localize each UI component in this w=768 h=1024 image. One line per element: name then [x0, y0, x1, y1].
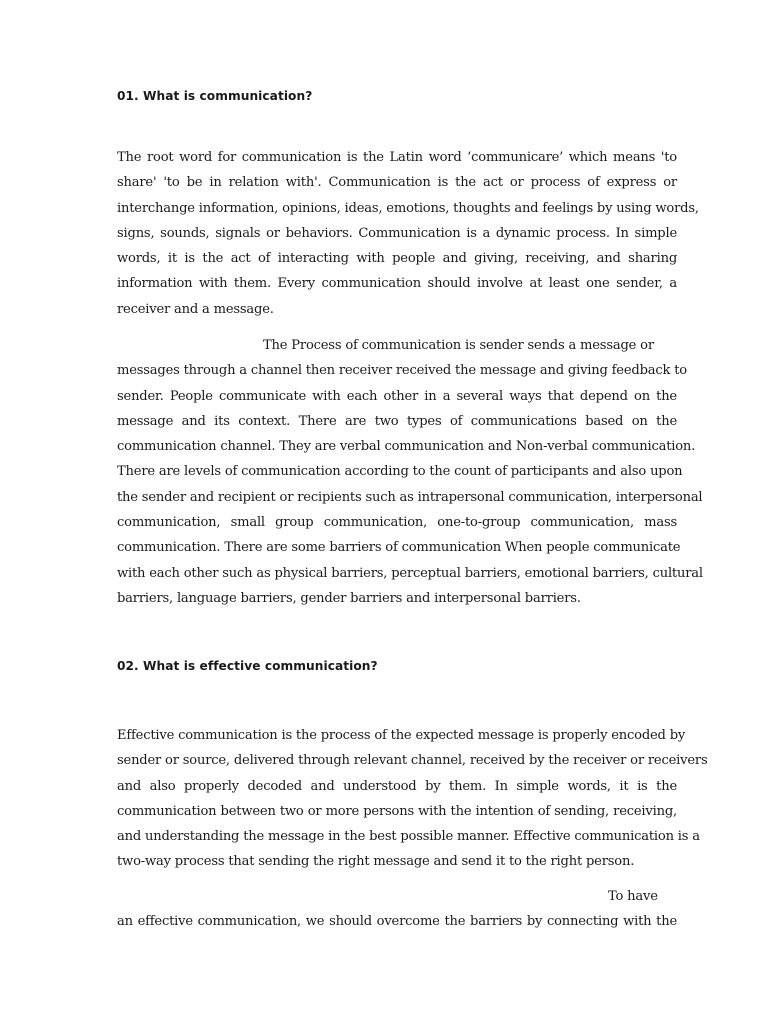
text-line: receiver and a message. [117, 301, 274, 317]
text-line: The Process of communication is sender sends a message or [263, 338, 654, 353]
text-line: sender or source, delivered through relevant channel, received by the receiver or receivers [117, 753, 708, 769]
text-line: an effective communication, we should overcome the barriers by connecting with the [117, 914, 677, 930]
section-1-paragraph-2 [117, 333, 703, 611]
section-1-paragraph-1 [117, 145, 699, 322]
section-2-paragraph-2 [117, 884, 677, 935]
text-line: signs, sounds, signals or behaviors. Communication is a dynamic process. In simple [117, 225, 677, 241]
text-line: words, it is the act of interacting with people and giving, receiving, and sharing [117, 251, 677, 267]
text-line: with each other such as physical barriers, perceptual barriers, emotional barriers, cultural [117, 565, 703, 581]
section-1-heading: 01. What is communication? [117, 89, 313, 103]
text-line: communication, small group communication, one-to-group communication, mass [117, 515, 677, 531]
text-line: and also properly decoded and understood by them. In simple words, it is the [117, 778, 677, 794]
text-line: message and its context. There are two types of communications based on the [117, 413, 677, 429]
text-line: the sender and recipient or recipients such as intrapersonal communication, interpersonal [117, 489, 703, 505]
text-line: communication channel. They are verbal communication and Non-verbal communication. [117, 439, 696, 455]
text-line: interchange information, opinions, ideas, emotions, thoughts and feelings by using words, [117, 200, 699, 216]
text-line: sender. People communicate with each other in a several ways that depend on the [117, 388, 677, 404]
text-line: messages through a channel then receiver received the message and giving feedback to [117, 363, 687, 379]
section-2-heading: 02. What is effective communication? [117, 659, 378, 673]
text-line: To have [608, 889, 658, 904]
text-line: share' 'to be in relation with'. Communication is the act or process of express or [117, 175, 677, 191]
text-line: communication. There are some barriers of communication When people communicate [117, 540, 681, 556]
text-line: communication between two or more persons with the intention of sending, receiving, [117, 803, 677, 819]
text-line: The root word for communication is the Latin word ‘communicare’ which means 'to [117, 150, 677, 165]
text-line: and understanding the message in the best possible manner. Effective communication is a [117, 829, 700, 845]
section-2-paragraph-1 [117, 723, 708, 875]
text-line: information with them. Every communication should involve at least one sender, a [117, 276, 677, 292]
text-line: Effective communication is the process of the expected message is properly encoded by [117, 728, 686, 743]
text-line: two-way process that sending the right message and send it to the right person. [117, 854, 635, 870]
text-line: barriers, language barriers, gender barriers and interpersonal barriers. [117, 590, 581, 606]
text-line: There are levels of communication according to the count of participants and also upon [117, 464, 683, 480]
